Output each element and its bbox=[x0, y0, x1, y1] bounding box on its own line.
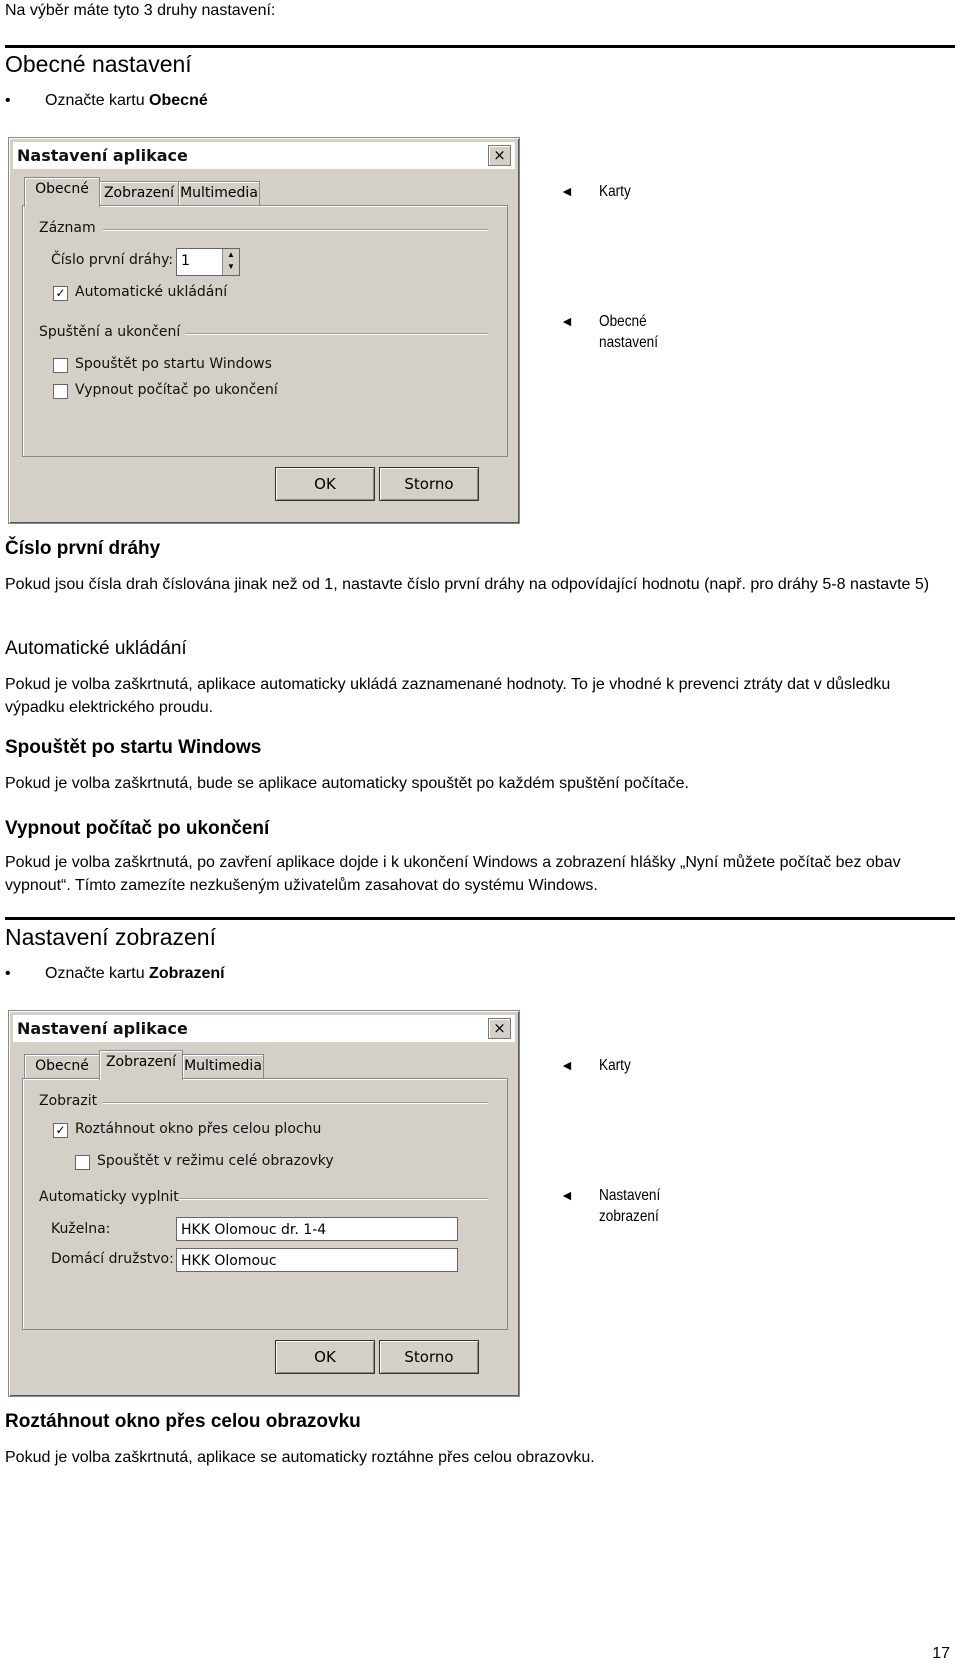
close-icon[interactable]: × bbox=[488, 1018, 511, 1039]
group-label-autofill: Automaticky vyplnit bbox=[39, 1189, 179, 1205]
section-divider bbox=[5, 917, 955, 920]
arrow-left-icon: ◄ bbox=[560, 313, 574, 329]
start-with-windows-checkbox[interactable] bbox=[53, 358, 68, 373]
stretch-window-checkbox[interactable]: ✓ bbox=[53, 1123, 68, 1138]
dialog-title: Nastavení aplikace bbox=[17, 146, 188, 165]
section-title-general: Obecné nastavení bbox=[5, 51, 192, 77]
settings-dialog-general bbox=[8, 137, 520, 524]
fullscreen-label: Spouštět v režimu celé obrazovky bbox=[97, 1153, 334, 1169]
tab-display[interactable]: Zobrazení bbox=[99, 181, 179, 206]
start-with-windows-label: Spouštět po startu Windows bbox=[75, 356, 272, 372]
bullet-item bbox=[5, 965, 225, 983]
callout-text: Nastavení zobrazení bbox=[599, 1187, 661, 1225]
tab-multimedia[interactable]: Multimedia bbox=[178, 181, 260, 206]
section-title-display: Nastavení zobrazení bbox=[5, 924, 216, 950]
settings-dialog-display bbox=[8, 1010, 520, 1397]
ok-button[interactable]: OK bbox=[275, 467, 375, 501]
heading-shutdown: Vypnout počítač po ukončení bbox=[5, 818, 270, 839]
arrow-left-icon: ◄ bbox=[560, 183, 574, 199]
arrow-left-icon: ◄ bbox=[560, 1057, 574, 1073]
arrow-left-icon: ◄ bbox=[560, 1187, 574, 1203]
shutdown-checkbox[interactable] bbox=[53, 384, 68, 399]
bullet-item bbox=[5, 92, 208, 110]
home-team-label: Domácí družstvo: bbox=[51, 1251, 174, 1267]
alley-input[interactable]: HKK Olomouc dr. 1-4 bbox=[176, 1217, 458, 1241]
ok-button[interactable]: OK bbox=[275, 1340, 375, 1374]
bullet-bold: Obecné bbox=[149, 92, 208, 109]
paragraph: Pokud je volba zaškrtnutá, bude se aplikace automaticky spouštět po každém spuštění počítače. bbox=[5, 775, 689, 792]
bullet-dot: • bbox=[5, 965, 11, 982]
tab-panel bbox=[22, 1078, 508, 1330]
group-divider bbox=[179, 1198, 488, 1199]
first-lane-label: Číslo první dráhy: bbox=[51, 252, 174, 268]
callout-text: Obecné nastavení bbox=[599, 313, 658, 351]
group-label-startup: Spuštění a ukončení bbox=[39, 324, 181, 340]
callout-text: Karty bbox=[599, 183, 631, 200]
section-divider bbox=[5, 45, 955, 48]
first-lane-spinner[interactable] bbox=[176, 248, 240, 276]
paragraph: Pokud je volba zaškrtnutá, po zavření aplikace dojde i k ukončení Windows a zobrazení hlášky „Nyní můžete počítač bez obav vypnout“. Tímto zamezíte nezkušeným uživatelům zasahovat do systému Windows. bbox=[5, 854, 901, 894]
bullet-text: Označte kartu bbox=[45, 92, 150, 109]
heading-stretch: Roztáhnout okno přes celou obrazovku bbox=[5, 1411, 361, 1432]
bullet-bold: Zobrazení bbox=[149, 965, 225, 982]
first-lane-value: 1 bbox=[181, 253, 190, 269]
paragraph: Pokud je volba zaškrtnutá, aplikace automaticky ukládá zaznamenané hodnoty. To je vhodné k prevenci ztráty dat v důsledku výpadku elektrického proudu. bbox=[5, 676, 891, 716]
callout-text: Karty bbox=[599, 1057, 631, 1074]
paragraph: Pokud je volba zaškrtnutá, aplikace se automaticky roztáhne přes celou obrazovku. bbox=[5, 1449, 595, 1466]
group-divider bbox=[103, 229, 488, 230]
paragraph: Pokud jsou čísla drah číslována jinak než od 1, nastavte číslo první dráhy na odpovídající hodnotu (např. pro dráhy 5-8 nastavte 5) bbox=[5, 576, 930, 593]
group-label-record: Záznam bbox=[39, 220, 96, 236]
dialog-titlebar bbox=[13, 142, 515, 169]
heading-first-lane: Číslo první dráhy bbox=[5, 538, 161, 559]
stretch-window-label: Roztáhnout okno přes celou plochu bbox=[75, 1121, 322, 1137]
fullscreen-checkbox[interactable] bbox=[75, 1155, 90, 1170]
tab-multimedia[interactable]: Multimedia bbox=[182, 1054, 264, 1079]
autosave-checkbox[interactable]: ✓ bbox=[53, 286, 68, 301]
alley-label: Kuželna: bbox=[51, 1221, 111, 1237]
spinner-arrows-icon[interactable]: ▲ ▼ bbox=[222, 249, 239, 275]
shutdown-label: Vypnout počítač po ukončení bbox=[75, 382, 278, 398]
home-team-input[interactable]: HKK Olomouc bbox=[176, 1248, 458, 1272]
autosave-label: Automatické ukládání bbox=[75, 284, 228, 300]
close-icon[interactable]: × bbox=[488, 145, 511, 166]
cancel-button[interactable]: Storno bbox=[379, 467, 479, 501]
group-divider bbox=[103, 1102, 488, 1103]
page-number: 17 bbox=[932, 1645, 950, 1662]
tab-panel bbox=[22, 205, 508, 457]
group-divider bbox=[185, 333, 488, 334]
dialog-titlebar bbox=[13, 1015, 515, 1042]
tab-general[interactable]: Obecné bbox=[24, 177, 100, 207]
cancel-button[interactable]: Storno bbox=[379, 1340, 479, 1374]
heading-start-windows: Spouštět po startu Windows bbox=[5, 737, 262, 758]
bullet-dot: • bbox=[5, 92, 11, 109]
tab-display[interactable]: Zobrazení bbox=[99, 1050, 183, 1080]
dialog-title: Nastavení aplikace bbox=[17, 1019, 188, 1038]
heading-autosave: Automatické ukládání bbox=[5, 638, 187, 659]
intro-text: Na výběr máte tyto 3 druhy nastavení: bbox=[5, 2, 276, 19]
tab-general[interactable]: Obecné bbox=[24, 1054, 100, 1079]
bullet-text: Označte kartu bbox=[45, 965, 150, 982]
group-label-display: Zobrazit bbox=[39, 1093, 98, 1109]
